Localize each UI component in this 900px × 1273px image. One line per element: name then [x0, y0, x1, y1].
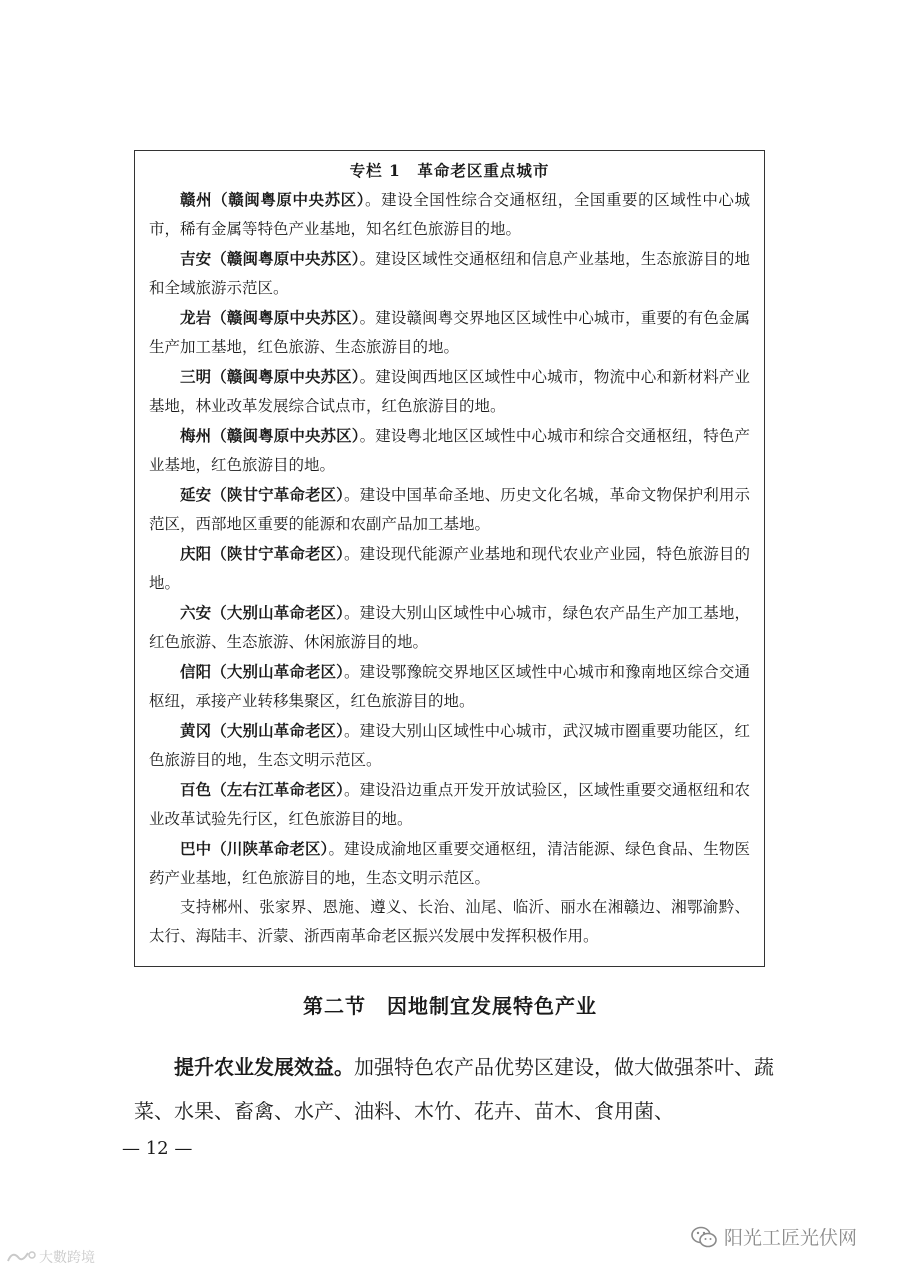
body-text: 加强特色农产品优势区建设，做大做强茶叶、蔬菜、水果、畜禽、水产、油料、木竹、花卉、苗木、食用菌、 [134, 1055, 774, 1123]
box-entry [149, 775, 750, 834]
watermark-left-text: 大數跨境 [39, 1250, 95, 1266]
entry-text: 。建设区域性交通枢纽和信息产业基地，生态旅游目的地和全域旅游示范区。 [149, 250, 750, 297]
box-entry [149, 362, 750, 421]
entry-text: 。建设赣闽粤交界地区区域性中心城市，重要的有色金属生产加工基地，红色旅游、生态旅游目的地。 [149, 309, 750, 356]
box-title: 专栏 1 革命老区重点城市 [349, 161, 550, 180]
entry-text: 。建设全国性综合交通枢纽，全国重要的区域性中心城市，稀有金属等特色产业基地，知名红色旅游目的地。 [149, 191, 750, 238]
watermark-right-text: 阳光工匠光伏网 [724, 1227, 858, 1249]
section-heading: 第二节 因地制宜发展特色产业 [303, 994, 597, 1018]
box-entry [149, 303, 750, 362]
entry-city: 百色（左右江革命老区） [180, 780, 345, 799]
entry-text: 。建设闽西地区区域性中心城市，物流中心和新材料产业基地，林业改革发展综合试点市，红色旅游目的地。 [149, 368, 750, 415]
feature-box [134, 150, 765, 967]
body-paragraph [134, 1045, 774, 1133]
box-entries [149, 185, 750, 951]
entry-text: 。建设大别山区域性中心城市，武汉城市圈重要功能区，红色旅游目的地，生态文明示范区。 [149, 722, 750, 769]
entry-text: 支持郴州、张家界、恩施、遵义、长治、汕尾、临沂、丽水在湘赣边、湘鄂渝黔、太行、海陆丰、沂蒙、浙西南革命老区振兴发展中发挥积极作用。 [149, 898, 750, 945]
entry-city: 信阳（大别山革命老区） [180, 662, 345, 681]
wechat-icon [690, 1225, 718, 1249]
box-entry [149, 185, 750, 244]
box-entry [149, 657, 750, 716]
watermark-left [6, 1247, 95, 1267]
entry-text: 。建设中国革命圣地、历史文化名城，革命文物保护利用示范区，西部地区重要的能源和农副产品加工基地。 [149, 486, 750, 533]
page-number: — 12 — [122, 1138, 193, 1159]
entry-text: 。建设鄂豫皖交界地区区域性中心城市和豫南地区综合交通枢纽，承接产业转移集聚区，红色旅游目的地。 [149, 663, 750, 710]
entry-city: 三明（赣闽粤原中央苏区） [180, 367, 360, 386]
box-entry [149, 716, 750, 775]
box-entry [149, 539, 750, 598]
entry-text: 。建设成渝地区重要交通枢纽，清洁能源、绿色食品、生物医药产业基地，红色旅游目的地，生态文明示范区。 [149, 840, 750, 887]
watermark-logo-icon [6, 1249, 36, 1265]
entry-city: 梅州（赣闽粤原中央苏区） [180, 426, 360, 445]
entry-text: 。建设沿边重点开发开放试验区，区域性重要交通枢纽和农业改革试验先行区，红色旅游目的地。 [149, 781, 750, 828]
entry-text: 。建设大别山区域性中心城市，绿色农产品生产加工基地，红色旅游、生态旅游、休闲旅游目的地。 [149, 604, 750, 651]
box-entry [149, 834, 750, 893]
box-entry [149, 893, 750, 951]
entry-text: 。建设现代能源产业基地和现代农业产业园，特色旅游目的地。 [149, 545, 750, 592]
entry-text: 。建设粤北地区区域性中心城市和综合交通枢纽，特色产业基地，红色旅游目的地。 [149, 427, 750, 474]
entry-city: 吉安（赣闽粤原中央苏区） [180, 249, 360, 268]
entry-city: 巴中（川陕革命老区） [180, 839, 329, 858]
body-lead: 提升农业发展效益。 [174, 1055, 354, 1079]
entry-city: 赣州（赣闽粤原中央苏区） [180, 190, 366, 209]
entry-city: 黄冈（大别山革命老区） [180, 721, 345, 740]
watermark-right [690, 1223, 857, 1250]
entry-city: 延安（陕甘宁革命老区） [180, 485, 345, 504]
box-entry [149, 598, 750, 657]
box-entry [149, 421, 750, 480]
entry-city: 龙岩（赣闽粤原中央苏区） [180, 308, 360, 327]
box-entry [149, 480, 750, 539]
entry-city: 庆阳（陕甘宁革命老区） [180, 544, 345, 563]
box-entry [149, 244, 750, 303]
entry-city: 六安（大别山革命老区） [180, 603, 345, 622]
